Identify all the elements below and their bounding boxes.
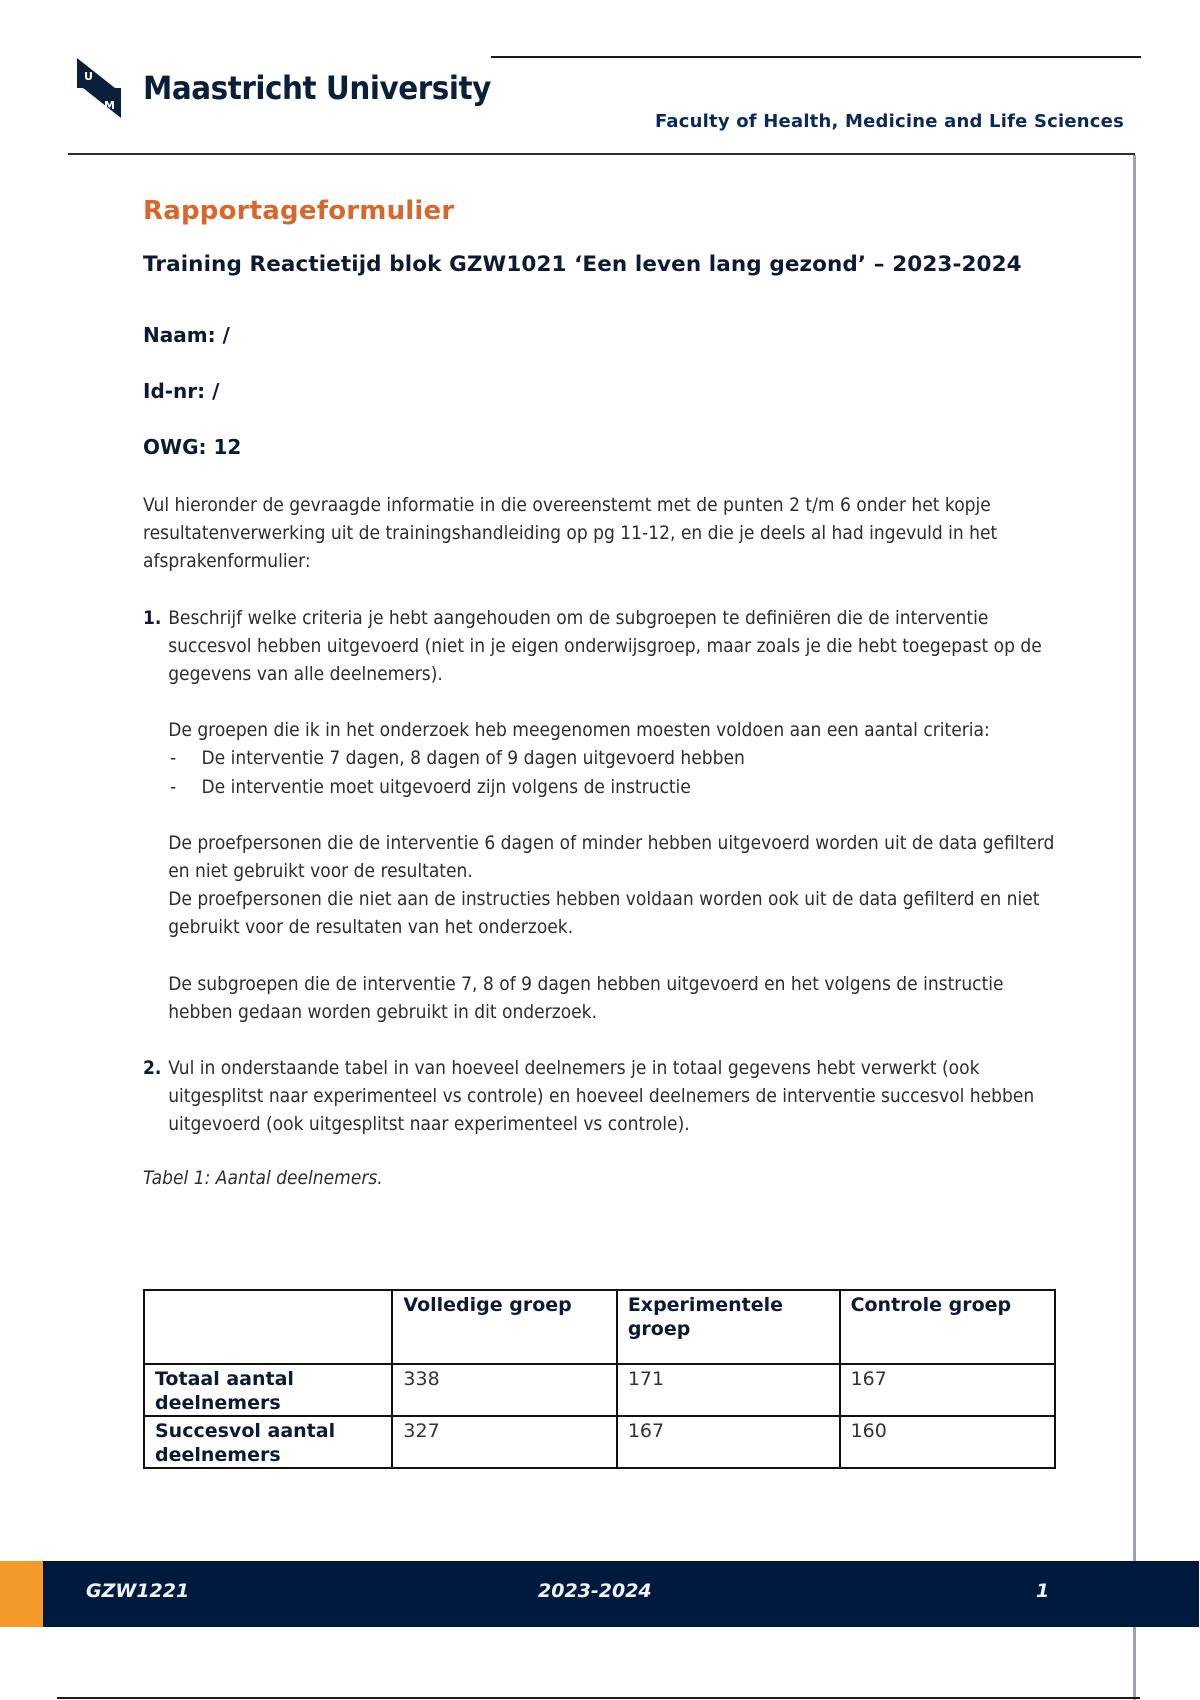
header-cell-empty (144, 1290, 392, 1364)
page-margin-line (1133, 155, 1136, 1700)
question-number: 1. (143, 606, 162, 629)
question-text: Beschrijf welke criteria je hebt aangehouden om de subgroepen te definiëren die de interventie succesvol hebben uitgevoerd (niet in je eigen onderwijsgroep, maar zoals je die hebt toegepast op de gegevens van alle deelnemers). (168, 606, 1042, 686)
criteria-list (168, 744, 1065, 800)
bullet-dash: - (170, 747, 177, 770)
header-divider (68, 153, 1135, 155)
header-cell-experimentele: Experimentele groep (617, 1290, 840, 1364)
table-row (144, 1364, 1055, 1416)
um-logo-icon (77, 58, 123, 118)
field-owg: OWG: 12 (143, 435, 242, 459)
row-label: Totaal aantal deelnemers (144, 1364, 392, 1416)
table-cell: 327 (392, 1416, 616, 1468)
question-2 (143, 1054, 1066, 1139)
footer-page-number: 1 (1036, 1580, 1050, 1602)
bullet-dash: - (170, 775, 177, 798)
question-1 (143, 604, 1066, 1026)
document-title: Rapportageformulier (143, 196, 455, 226)
question-number: 2. (143, 1057, 162, 1080)
participants-table (143, 1289, 1056, 1469)
table-header-row (144, 1290, 1055, 1364)
question-text: Vul in onderstaande tabel in van hoeveel deelnemers je in totaal gegevens hebt verwerkt (ook uitgesplitst naar experimenteel vs controle) en hoeveel deelnemers de interventie succesvol hebben uitgevoerd (ook uitgesplitst naar experimenteel vs controle). (168, 1057, 1035, 1136)
table-cell: 338 (392, 1364, 616, 1416)
table-row (144, 1416, 1055, 1468)
bottom-rule (57, 1697, 1140, 1699)
document-subtitle: Training Reactietijd blok GZW1021 ‘Een leven lang gezond’ – 2023-2024 (143, 252, 1022, 277)
university-logo (77, 58, 521, 118)
answer-criteria-intro: De groepen die ik in het onderzoek heb meegenomen moesten voldoen aan een aantal criteria: (168, 719, 990, 742)
answer-exclusion-instructions: De proefpersonen die niet aan de instructies hebben voldaan worden ook uit de data gefilterd en niet gebruikt voor de resultaten van het onderzoek. (168, 888, 1040, 939)
university-name: Maastricht University (143, 69, 491, 107)
row-label: Succesvol aantal deelnemers (144, 1416, 392, 1468)
list-item: - De interventie 7 dagen, 8 dagen of 9 dagen uitgevoerd hebben (168, 744, 1065, 772)
answer-exclusion-days: De proefpersonen die de interventie 6 dagen of minder hebben uitgevoerd worden uit de data gefilterd en niet gebruikt voor de resultaten. (168, 831, 1055, 883)
answer-inclusion: De subgroepen die de interventie 7, 8 of 9 dagen hebben uitgevoerd en het volgens de instructie hebben gedaan worden gebruikt in dit onderzoek. (168, 972, 1004, 1023)
footer-year: 2023-2024 (538, 1580, 652, 1602)
field-id-nr: Id-nr: / (143, 379, 220, 403)
field-naam: Naam: / (143, 323, 230, 347)
header-cell-controle: Controle groep (840, 1290, 1055, 1364)
intro-paragraph: Vul hieronder de gevraagde informatie in die overeenstemt met de punten 2 t/m 6 onder het kopje resultatenverwerking uit de trainingshandleiding op pg 11-12, en die je deels al had ingevuld in het afsprakenformulier: (143, 494, 998, 573)
footer-course-code: GZW1221 (86, 1580, 190, 1602)
list-item: - De interventie moet uitgevoerd zijn volgens de instructie (168, 773, 1065, 801)
svg-text:U: U (84, 70, 93, 83)
document-body (143, 196, 1063, 1189)
header-cell-volledige: Volledige groep (392, 1290, 616, 1364)
table-cell: 167 (840, 1364, 1055, 1416)
table-caption: Tabel 1: Aantal deelnemers. (143, 1166, 383, 1189)
table-cell: 160 (840, 1416, 1055, 1468)
header-top-rule (491, 56, 1141, 58)
table-cell: 167 (617, 1416, 840, 1468)
footer-accent (0, 1561, 43, 1627)
faculty-name: Faculty of Health, Medicine and Life Sciences (654, 111, 1124, 132)
svg-text:M: M (104, 99, 115, 112)
table-cell: 171 (617, 1364, 840, 1416)
